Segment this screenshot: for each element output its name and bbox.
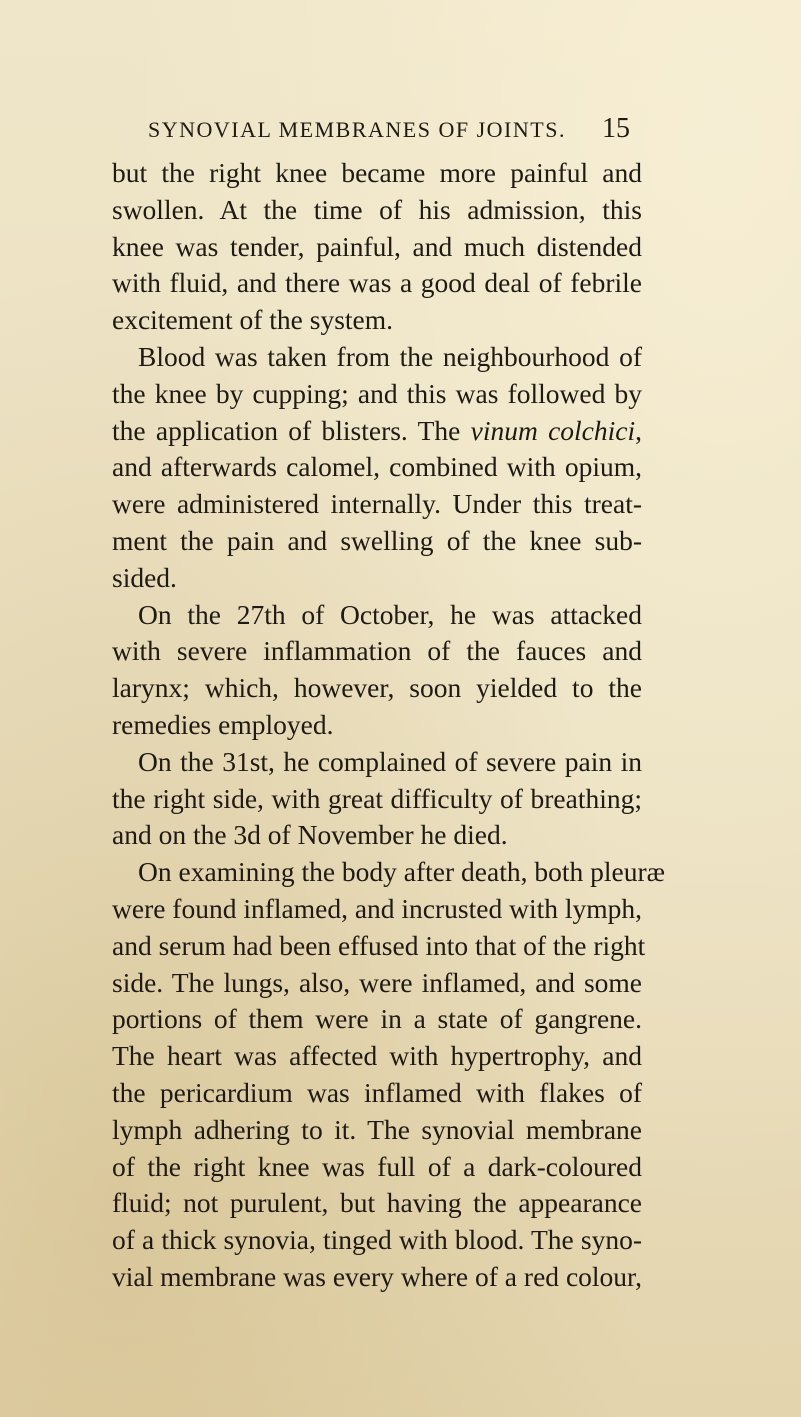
text-line: vial membrane was every where of a red colour, [112, 1260, 642, 1292]
text-line: the right side, with great difficulty of breathing; [112, 782, 642, 814]
text-line: The heart was affected with hypertrophy, and [112, 1040, 642, 1072]
running-head-title: SYNOVIAL MEMBRANES OF JOINTS. [148, 117, 566, 142]
text-line: but the right knee became more painful and [112, 157, 642, 188]
running-head [0, 113, 801, 149]
text-line: ment the pain and swelling of the knee sub- [112, 524, 642, 556]
body-text [112, 155, 665, 1296]
text-line: fluid; not purulent, but having the appearance [112, 1187, 642, 1219]
text-line: remedies employed. [112, 708, 334, 740]
text-line: and afterwards calomel, combined with opium, [112, 451, 642, 483]
text-line: larynx; which, however, soon yielded to the [112, 672, 642, 704]
text-line: On the 31st, he complained of severe pain in [138, 745, 642, 777]
page-number: 15 [602, 113, 630, 144]
italic-phrase: vinum colchici [470, 414, 636, 446]
text-line: lymph adhering to it. The synovial membrane [112, 1113, 642, 1145]
text-line: of a thick synovia, tinged with blood. The syno- [112, 1224, 642, 1256]
text-line: and on the 3d of November he died. [112, 819, 508, 851]
text-line: excitement of the system. [112, 304, 394, 336]
text-line: with fluid, and there was a good deal of febrile [112, 267, 642, 299]
text-line: swollen. At the time of his admission, this [112, 193, 642, 225]
text-line: side. The lungs, also, were inflamed, and some [112, 966, 642, 998]
text-line: portions of them were in a state of gangrene. [112, 1003, 642, 1035]
text-line: the pericardium was inflamed with flakes of [112, 1076, 642, 1108]
text-line: with severe inflammation of the fauces and [112, 635, 642, 667]
text-line: were administered internally. Under this treat- [112, 488, 642, 520]
text-line: and serum had been effused into that of the right [112, 929, 646, 961]
text-line: On examining the body after death, both pleuræ [138, 856, 665, 888]
text-line: were found inflamed, and incrusted with lymph, [112, 892, 643, 924]
text-line: Blood was taken from the neighbourhood of [138, 340, 642, 372]
text-line: the knee by cupping; and this was followed by [112, 377, 642, 409]
text-line: knee was tender, painful, and much distended [112, 230, 642, 262]
text-line: sided. [112, 561, 177, 593]
text-line: the application of blisters. The vinum colchici, [112, 414, 642, 446]
text-line: On the 27th of October, he was attacked [138, 598, 642, 630]
text-line: of the right knee was full of a dark-coloured [112, 1150, 642, 1182]
